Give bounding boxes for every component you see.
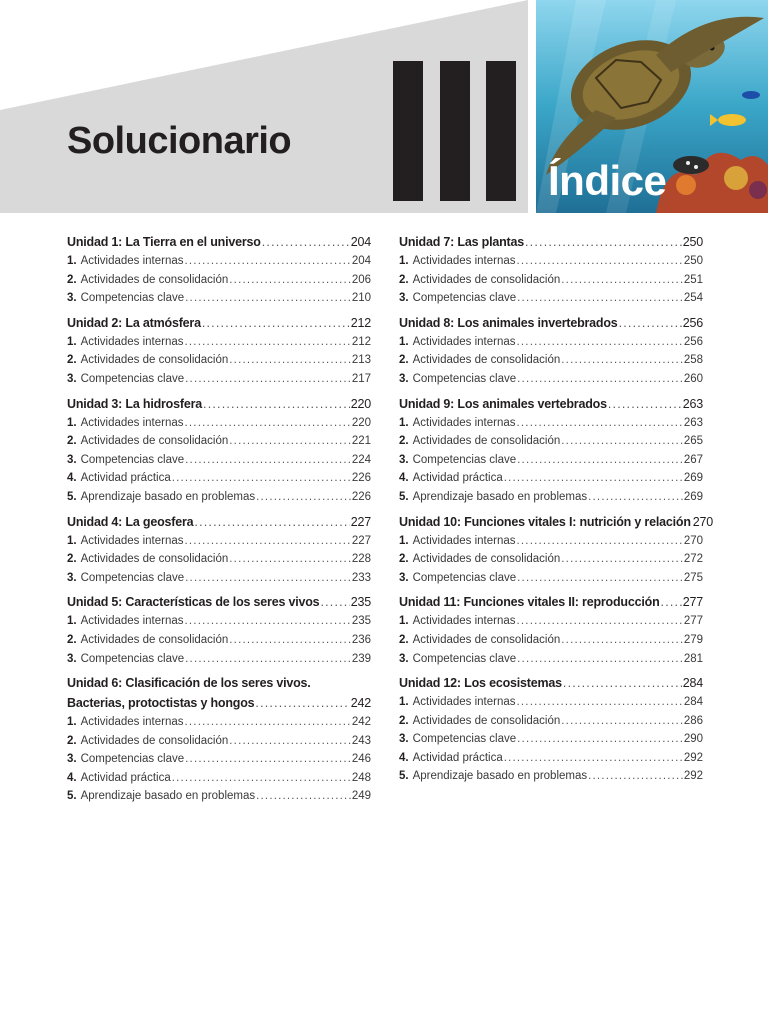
entry-label: Actividad práctica (80, 472, 171, 485)
dot-leader (504, 469, 683, 488)
page-number: 265 (683, 435, 703, 448)
dot-leader (517, 650, 683, 669)
entry-number: 3. (399, 292, 409, 305)
page-number: 251 (683, 273, 703, 286)
dot-leader (517, 451, 683, 470)
page-number: 227 (350, 514, 371, 529)
entry-number: 4. (67, 472, 77, 485)
toc-entry[interactable] (399, 712, 703, 731)
entry-label: Actividades internas (80, 255, 184, 267)
page-number: 226 (351, 490, 371, 503)
entry-label: Competencias clave (80, 453, 185, 466)
dot-leader (563, 673, 682, 693)
page-number: 260 (683, 372, 703, 385)
toc-unit (67, 592, 371, 668)
page-number: 220 (351, 416, 371, 429)
page-header (0, 0, 768, 213)
unit-title-row[interactable] (67, 592, 371, 612)
entry-label: Aprendizaje basado en problemas (412, 490, 588, 503)
page-number: 226 (351, 472, 371, 485)
dot-leader (561, 432, 683, 451)
unit-title: Unidad 5: Características de los seres vivos (67, 595, 320, 610)
entry-label: Actividades de consolidación (80, 354, 229, 367)
entry-number: 1. (67, 416, 77, 429)
page-number: 254 (683, 292, 703, 305)
entry-number: 3. (67, 372, 77, 385)
entry-number: 4. (399, 751, 409, 764)
entry-label: Competencias clave (412, 733, 517, 746)
page-number: 277 (682, 595, 703, 610)
entry-label: Competencias clave (80, 753, 185, 766)
page-number: 221 (351, 435, 371, 448)
unit-title: Unidad 9: Los animales vertebrados (399, 396, 607, 411)
toc-entry[interactable] (67, 271, 371, 290)
page-number: 290 (683, 733, 703, 746)
toc-entry[interactable] (399, 414, 703, 433)
page-number: 270 (683, 534, 703, 547)
unit-title: Bacterias, protoctistas y hongos (67, 696, 255, 711)
entry-number: 3. (399, 571, 409, 584)
entry-label: Actividades internas (412, 534, 516, 547)
entry-label: Actividades de consolidación (412, 435, 561, 448)
toc-entry[interactable] (67, 532, 371, 551)
page-number: 206 (351, 273, 371, 286)
entry-label: Actividad práctica (412, 472, 503, 485)
entry-number: 3. (67, 571, 77, 584)
toc-entry[interactable] (67, 351, 371, 370)
toc-entry[interactable] (67, 370, 371, 389)
toc-entry[interactable] (67, 432, 371, 451)
entry-number: 1. (399, 255, 409, 267)
entry-number: 1. (399, 534, 409, 547)
toc-entry[interactable] (399, 469, 703, 488)
page-number: 217 (351, 372, 371, 385)
entry-label: Actividad práctica (80, 771, 171, 784)
dot-leader (561, 712, 683, 731)
entry-label: Competencias clave (80, 571, 185, 584)
toc-unit (399, 232, 703, 308)
page-number: 228 (351, 553, 371, 566)
page-number: 256 (682, 315, 703, 330)
entry-number: 5. (67, 490, 77, 503)
entry-number: 1. (399, 615, 409, 628)
unit-title-row[interactable] (399, 394, 703, 414)
dot-leader (203, 394, 350, 414)
entry-label: Actividades internas (412, 696, 516, 709)
dot-leader (172, 469, 351, 488)
entry-number: 2. (399, 354, 409, 367)
page-number: 249 (351, 790, 371, 803)
toc-entry[interactable] (399, 631, 703, 650)
entry-label: Aprendizaje basado en problemas (80, 790, 256, 803)
page-number: 227 (351, 534, 371, 547)
toc-entry[interactable] (399, 451, 703, 470)
entry-number: 1. (67, 716, 77, 729)
toc-unit (399, 313, 703, 389)
toc-entry[interactable] (399, 271, 703, 290)
dot-leader (517, 333, 683, 352)
toc-unit (399, 394, 703, 507)
page-number: 235 (350, 595, 371, 610)
entry-label: Competencias clave (412, 652, 517, 665)
entry-number: 3. (399, 733, 409, 746)
dot-leader (608, 394, 682, 414)
dot-leader (185, 569, 351, 588)
entry-label: Actividades internas (80, 615, 184, 628)
dot-leader (185, 612, 351, 631)
unit-title-row[interactable] (67, 394, 371, 414)
page-number: 267 (683, 453, 703, 466)
entry-label: Actividades internas (80, 335, 184, 348)
entry-label: Competencias clave (412, 453, 517, 466)
entry-label: Competencias clave (80, 292, 185, 305)
unit-title-row[interactable] (67, 232, 371, 252)
entry-number: 3. (67, 292, 77, 305)
unit-title-line: Unidad 6: Clasificación de los seres vivos. (67, 676, 311, 691)
toc-entry[interactable] (67, 631, 371, 650)
unit-title-row[interactable] (67, 313, 371, 333)
page-number: 235 (351, 615, 371, 628)
dot-leader (561, 351, 683, 370)
dot-leader (320, 592, 349, 612)
entry-label: Actividades internas (80, 416, 184, 429)
unit-title: Unidad 2: La atmósfera (67, 315, 201, 330)
toc-unit (67, 394, 371, 507)
toc-entry[interactable] (67, 550, 371, 569)
entry-label: Actividades internas (412, 615, 516, 628)
toc-entry[interactable] (399, 693, 703, 712)
unit-title: Unidad 7: Las plantas (399, 235, 524, 249)
unit-title: Unidad 10: Funciones vitales I: nutrición y relación (399, 514, 691, 529)
entry-number: 3. (67, 652, 77, 665)
dot-leader (185, 532, 351, 551)
page-number: 250 (683, 255, 703, 267)
page-number: 269 (683, 490, 703, 503)
entry-label: Actividades de consolidación (80, 734, 229, 747)
page-number: 224 (351, 453, 371, 466)
page-number: 286 (683, 714, 703, 727)
page-number: 284 (682, 676, 703, 691)
entry-number: 4. (67, 771, 77, 784)
entry-number: 5. (67, 790, 77, 803)
dot-leader (517, 730, 683, 749)
page-number: 281 (683, 652, 703, 665)
toc-entry[interactable] (399, 569, 703, 588)
toc-entry[interactable] (399, 370, 703, 389)
dot-leader (185, 370, 351, 389)
entry-label: Competencias clave (412, 571, 517, 584)
dot-leader (185, 289, 351, 308)
unit-title-row[interactable] (399, 232, 703, 252)
entry-label: Actividades de consolidación (412, 633, 561, 646)
entry-label: Actividades de consolidación (80, 435, 229, 448)
entry-number: 5. (399, 770, 409, 783)
toc-unit (399, 673, 703, 786)
toc-entry[interactable] (67, 289, 371, 308)
dot-leader (255, 693, 349, 713)
entry-label: Actividades internas (80, 716, 184, 729)
entry-label: Actividades de consolidación (80, 273, 229, 286)
unit-title-row[interactable] (67, 512, 371, 532)
dot-leader (194, 512, 349, 532)
toc-entry[interactable] (67, 650, 371, 669)
entry-number: 2. (399, 553, 409, 566)
toc-entry[interactable] (67, 569, 371, 588)
entry-number: 3. (67, 453, 77, 466)
toc-unit (67, 313, 371, 389)
entry-number: 1. (399, 335, 409, 348)
entry-number: 1. (399, 696, 409, 709)
entry-number: 3. (399, 652, 409, 665)
toc-entry[interactable] (67, 414, 371, 433)
page-title: Solucionario (67, 120, 292, 162)
dot-leader (619, 313, 682, 333)
toc-entry[interactable] (399, 612, 703, 631)
entry-number: 3. (399, 453, 409, 466)
entry-label: Competencias clave (412, 292, 517, 305)
toc-unit (67, 673, 371, 806)
entry-label: Actividades de consolidación (412, 553, 561, 566)
toc-entry[interactable] (399, 289, 703, 308)
toc-entry[interactable] (67, 732, 371, 751)
unit-title: Unidad 8: Los animales invertebrados (399, 315, 618, 330)
unit-title: Unidad 3: La hidrosfera (67, 396, 203, 411)
page-number: 212 (350, 315, 371, 330)
page-number: 210 (351, 292, 371, 305)
entry-number: 2. (67, 633, 77, 646)
toc-entry[interactable] (67, 713, 371, 732)
toc-entry[interactable] (67, 612, 371, 631)
toc-entry[interactable] (67, 252, 371, 271)
unit-title-row[interactable] (399, 512, 714, 532)
entry-label: Aprendizaje basado en problemas (412, 770, 588, 783)
dot-leader (229, 271, 351, 290)
page-number: 243 (351, 734, 371, 747)
toc-entry[interactable] (399, 432, 703, 451)
dot-leader (185, 333, 351, 352)
page-number: 256 (683, 335, 703, 348)
dot-leader (661, 592, 682, 612)
page-number: 292 (683, 751, 703, 764)
entry-label: Actividades internas (412, 416, 516, 429)
page-number: 212 (351, 335, 371, 348)
toc-entry[interactable] (399, 252, 703, 271)
dot-leader (229, 732, 351, 751)
dot-leader (517, 532, 683, 551)
page-number: 204 (350, 235, 371, 249)
entry-label: Actividades internas (412, 335, 516, 348)
dot-leader (256, 787, 351, 806)
toc-entry[interactable] (67, 333, 371, 352)
page-number: 204 (351, 255, 371, 267)
toc-entry[interactable] (399, 488, 703, 507)
page-number: 242 (350, 696, 371, 711)
dot-leader (517, 289, 683, 308)
dot-leader (517, 370, 683, 389)
toc-entry[interactable] (67, 787, 371, 806)
dot-leader (172, 769, 351, 788)
entry-number: 2. (67, 553, 77, 566)
entry-number: 2. (67, 273, 77, 286)
entry-number: 2. (399, 633, 409, 646)
page-number: 292 (683, 770, 703, 783)
entry-label: Actividades internas (80, 534, 184, 547)
toc-right-column (399, 232, 714, 791)
toc-unit (67, 232, 371, 308)
page-number: 248 (351, 771, 371, 784)
entry-label: Actividades de consolidación (412, 354, 561, 367)
toc-unit (399, 592, 703, 668)
page-number: 213 (351, 354, 371, 367)
dot-leader (185, 414, 351, 433)
dot-leader (517, 693, 683, 712)
toc-entry[interactable] (399, 333, 703, 352)
entry-label: Actividades de consolidación (80, 633, 229, 646)
page-number: 258 (683, 354, 703, 367)
entry-number: 3. (67, 753, 77, 766)
dot-leader (229, 432, 351, 451)
toc-entry[interactable] (399, 532, 703, 551)
toc-entry[interactable] (399, 351, 703, 370)
page-number: 263 (682, 396, 703, 411)
entry-number: 4. (399, 472, 409, 485)
dot-leader (517, 569, 683, 588)
dot-leader (561, 271, 683, 290)
entry-number: 3. (399, 372, 409, 385)
page-number: 242 (351, 716, 371, 729)
toc-left-column (67, 232, 371, 811)
unit-title: Unidad 11: Funciones vitales II: reproducción (399, 595, 660, 610)
unit-title-row[interactable] (399, 313, 703, 333)
dot-leader (185, 451, 351, 470)
dot-leader (504, 749, 683, 768)
entry-number: 2. (67, 734, 77, 747)
unit-title-row[interactable] (67, 693, 371, 713)
entry-label: Actividades de consolidación (412, 273, 561, 286)
page-number: 233 (351, 571, 371, 584)
toc-entry[interactable] (67, 451, 371, 470)
dot-leader (229, 631, 351, 650)
toc-entry[interactable] (399, 550, 703, 569)
page-number: 284 (683, 696, 703, 709)
dot-leader (561, 631, 683, 650)
entry-label: Actividades de consolidación (412, 714, 561, 727)
page-number: 272 (683, 553, 703, 566)
page-number: 220 (350, 396, 371, 411)
dot-leader (517, 414, 683, 433)
dot-leader (256, 488, 351, 507)
entry-number: 2. (399, 714, 409, 727)
toc-entry[interactable] (67, 769, 371, 788)
dot-leader (185, 713, 351, 732)
entry-number: 1. (67, 255, 77, 267)
page-number: 236 (351, 633, 371, 646)
page-number: 239 (351, 652, 371, 665)
page-number: 263 (683, 416, 703, 429)
page-number: 277 (683, 615, 703, 628)
toc-entry[interactable] (399, 767, 703, 786)
page-number: 269 (683, 472, 703, 485)
unit-title: Unidad 4: La geosfera (67, 514, 194, 529)
page-number: 270 (692, 514, 714, 529)
entry-label: Competencias clave (80, 372, 185, 385)
index-heading: Índice (548, 157, 667, 204)
dot-leader (185, 750, 351, 769)
dot-leader (229, 550, 351, 569)
entry-number: 2. (67, 354, 77, 367)
unit-title-row[interactable] (399, 592, 703, 612)
entry-number: 2. (399, 273, 409, 286)
entry-number: 1. (67, 335, 77, 348)
unit-title: Unidad 1: La Tierra en el universo (67, 235, 261, 249)
entry-label: Actividades internas (412, 255, 516, 267)
entry-label: Competencias clave (412, 372, 517, 385)
dot-leader (525, 232, 682, 252)
toc-entry[interactable] (67, 488, 371, 507)
entry-number: 2. (399, 435, 409, 448)
entry-number: 1. (67, 534, 77, 547)
page-number: 246 (351, 753, 371, 766)
entry-number: 5. (399, 490, 409, 503)
unit-title-row[interactable] (399, 673, 703, 693)
toc-entry[interactable] (67, 469, 371, 488)
dot-leader (517, 252, 683, 271)
entry-label: Competencias clave (80, 652, 185, 665)
toc-unit (399, 512, 714, 588)
roman-numeral-graphic (393, 61, 519, 201)
page-number: 250 (682, 235, 703, 249)
entry-number: 1. (67, 615, 77, 628)
dot-leader (588, 767, 683, 786)
entry-label: Aprendizaje basado en problemas (80, 490, 256, 503)
dot-leader (185, 252, 351, 271)
entry-number: 1. (399, 416, 409, 429)
dot-leader (561, 550, 683, 569)
page-number: 275 (683, 571, 703, 584)
dot-leader (262, 232, 350, 252)
dot-leader (202, 313, 350, 333)
entry-label: Actividad práctica (412, 751, 503, 764)
page-number: 279 (683, 633, 703, 646)
dot-leader (517, 612, 683, 631)
dot-leader (185, 650, 351, 669)
entry-label: Actividades de consolidación (80, 553, 229, 566)
unit-title: Unidad 12: Los ecosistemas (399, 676, 562, 691)
toc-entry[interactable] (399, 650, 703, 669)
toc-unit (67, 512, 371, 588)
toc-entry[interactable] (399, 730, 703, 749)
dot-leader (588, 488, 683, 507)
toc-entry[interactable] (67, 750, 371, 769)
toc-entry[interactable] (399, 749, 703, 768)
dot-leader (229, 351, 351, 370)
entry-number: 2. (67, 435, 77, 448)
